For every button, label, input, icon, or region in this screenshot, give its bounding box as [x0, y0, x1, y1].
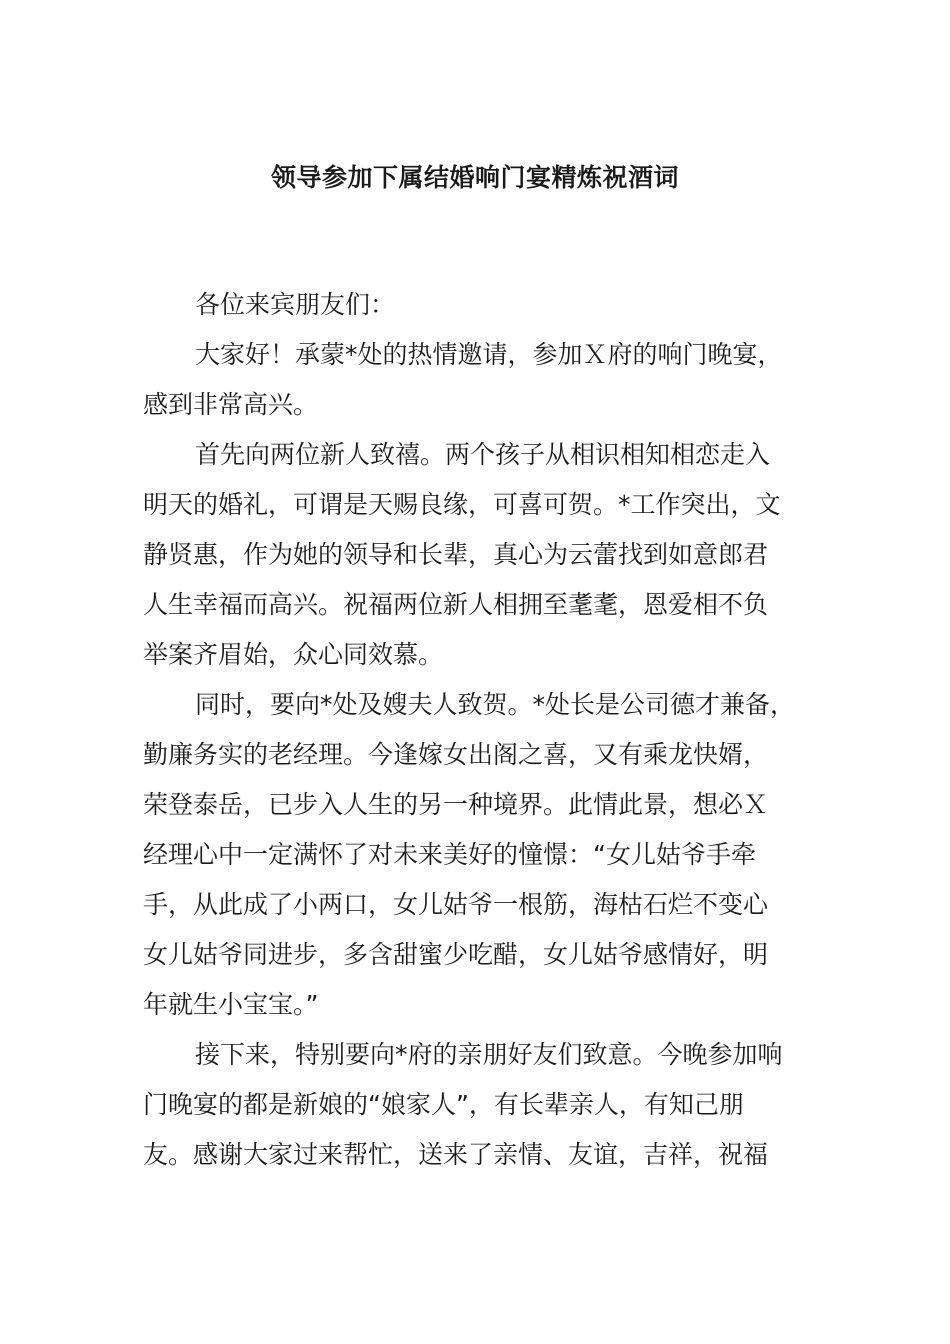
paragraph-line: 年就生小宝宝。” — [143, 990, 319, 1019]
paragraph-line: 荣登泰岳，已步入人生的另一种境界。此情此景，想必Ｘ — [143, 790, 769, 819]
paragraph-line: 感到非常高兴。 — [143, 390, 319, 419]
paragraph-line: 各位来宾朋友们： — [195, 290, 396, 319]
paragraph-line: 女儿姑爷同进步，多含甜蜜少吃醋，女儿姑爷感情好，明 — [143, 940, 769, 969]
paragraph-line: 首先向两位新人致禧。两个孩子从相识相知相恋走入 — [195, 440, 771, 469]
paragraph-line: 勤廉务实的老经理。今逢嫁女出阁之喜，又有乘龙快婿， — [143, 740, 769, 769]
paragraph-line: 举案齐眉始，众心同效慕。 — [143, 640, 444, 669]
paragraph-line: 经理心中一定满怀了对未来美好的憧憬：“女儿姑爷手牵 — [143, 840, 756, 869]
document-title: 领导参加下属结婚响门宴精炼祝酒词 — [270, 163, 679, 192]
paragraph-line: 明天的婚礼，可谓是天赐良缘，可喜可贺。*工作突出，文 — [143, 490, 781, 519]
paragraph-line: 手，从此成了小两口，女儿姑爷一根筋，海枯石烂不变心 — [143, 890, 769, 919]
paragraph-line: 静贤惠，作为她的领导和长辈，真心为云蕾找到如意郎君 — [143, 540, 769, 569]
paragraph-line: 同时，要向*处及嫂夫人致贺。*处长是公司德才兼备， — [195, 690, 796, 719]
paragraph-line: 大家好！承蒙*处的热情邀请，参加Ｘ府的响门晚宴， — [195, 340, 783, 369]
paragraph-line: 门晚宴的都是新娘的“娘家人”，有长辈亲人，有知己朋 — [143, 1090, 744, 1119]
document-body — [143, 280, 835, 1180]
paragraph-line: 接下来，特别要向*府的亲朋好友们致意。今晚参加响 — [195, 1040, 783, 1069]
paragraph-line: 友。感谢大家过来帮忙，送来了亲情、友谊，吉祥，祝福 — [143, 1140, 769, 1169]
paragraph-line: 人生幸福而高兴。祝福两位新人相拥至耄耄，恩爱相不负 — [143, 590, 769, 619]
